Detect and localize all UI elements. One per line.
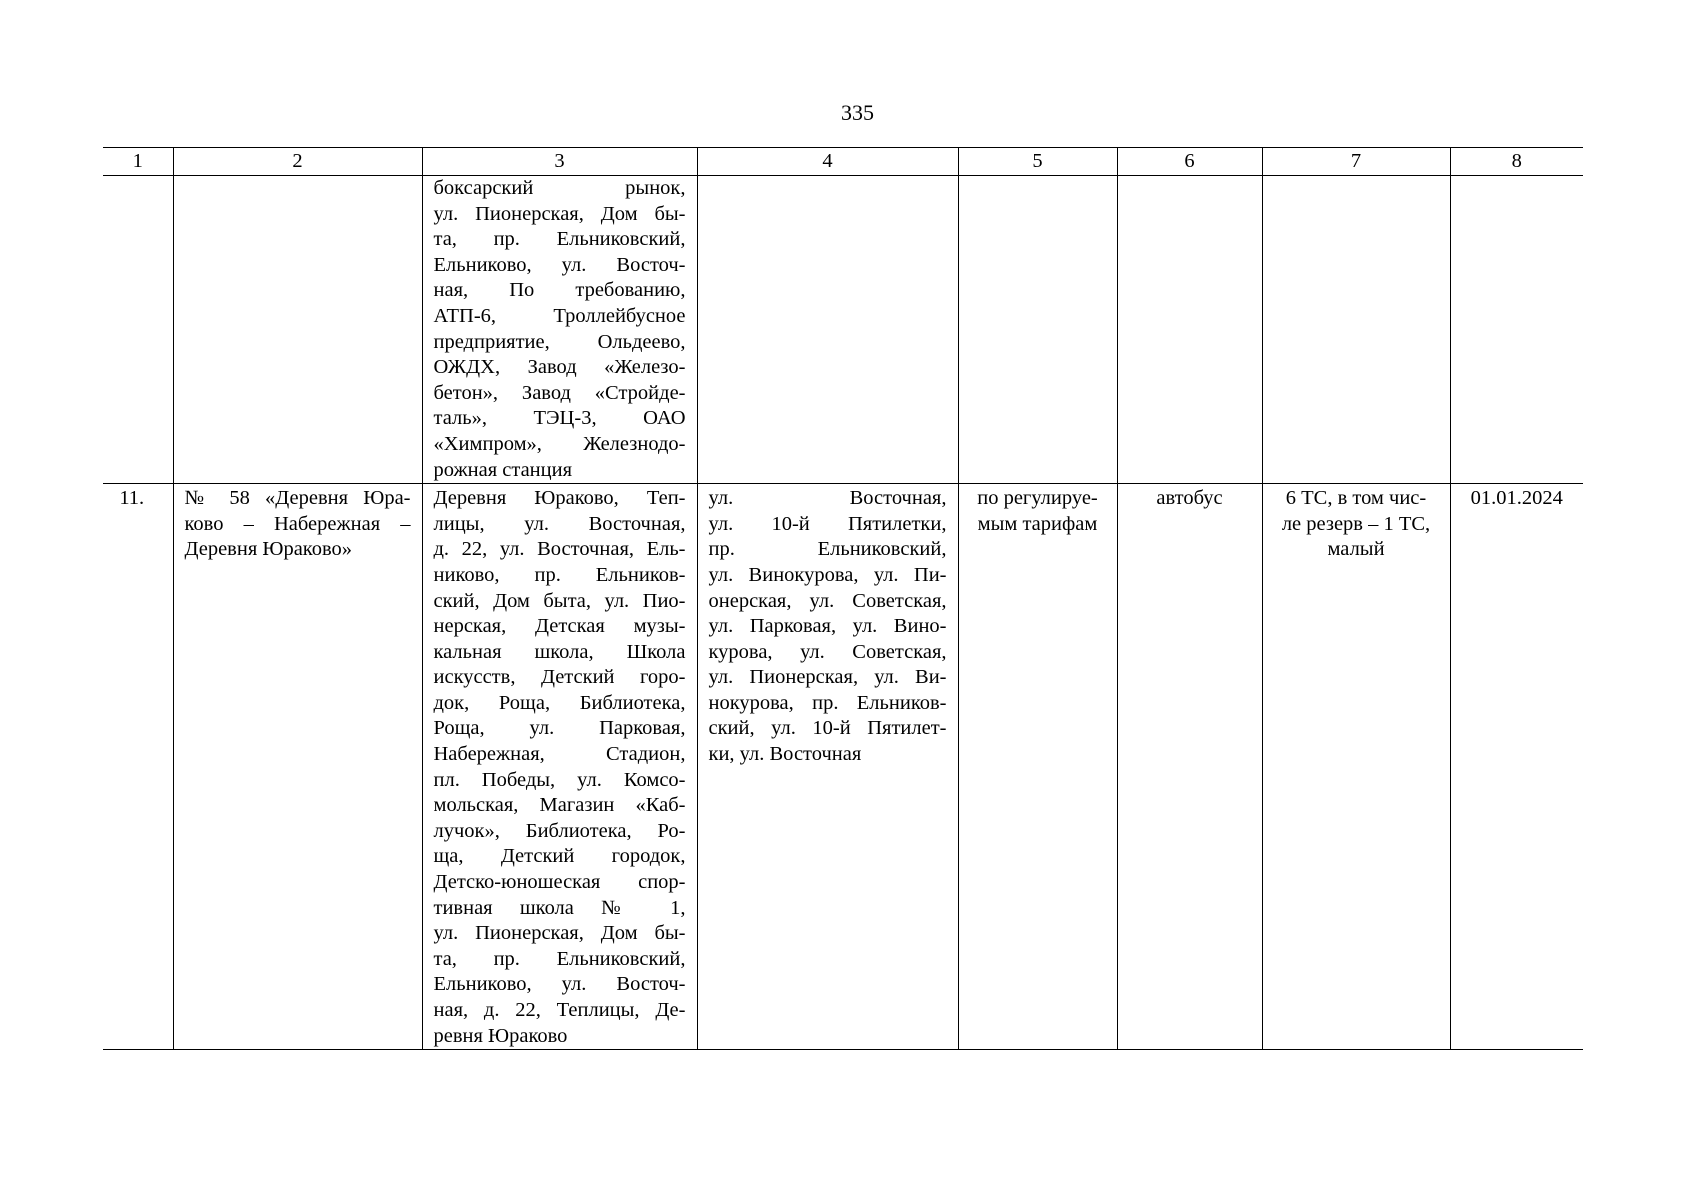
cell-stops bbox=[422, 176, 697, 484]
text-line: ский, Дом быта, ул. Пио- bbox=[433, 589, 686, 612]
table-header-row bbox=[103, 148, 1583, 176]
column-header: 8 bbox=[1450, 148, 1583, 176]
column-header: 5 bbox=[958, 148, 1117, 176]
text-line: Роща, ул. Парковая, bbox=[433, 717, 686, 740]
text-line: ная, д. 22, Теплицы, Де- bbox=[433, 999, 686, 1021]
text-line: таль», ТЭЦ-3, ОАО bbox=[433, 407, 686, 430]
column-header: 2 bbox=[173, 148, 422, 176]
cell-stops bbox=[422, 484, 697, 1050]
cell-route-name bbox=[173, 176, 422, 484]
text-line: бетон», Завод «Стройде- bbox=[433, 381, 686, 404]
text-line: № 58 «Деревня Юра- bbox=[184, 487, 411, 510]
text-line: Набережная, Стадион, bbox=[433, 743, 686, 766]
text-line: пл. Победы, ул. Комсо- bbox=[433, 768, 686, 791]
cell-vehicle-type bbox=[1117, 176, 1262, 484]
text-line: Ельниково, ул. Восточ- bbox=[433, 253, 686, 276]
text-line: ский, ул. 10-й Пятилет- bbox=[708, 717, 947, 740]
text-line: искусств, Детский горо- bbox=[433, 666, 686, 689]
text-line: рожная станция bbox=[433, 458, 573, 481]
text-line: Деревня Юраково, Теп- bbox=[433, 487, 686, 510]
text-line: нокурова, пр. Ельников- bbox=[708, 691, 947, 714]
cell-route-name bbox=[173, 484, 422, 1050]
text-line: та, пр. Ельниковский, bbox=[433, 228, 686, 251]
text-line: 01.01.2024 bbox=[1470, 487, 1563, 510]
text-line: онерская, ул. Советская, bbox=[708, 589, 947, 612]
cell-vehicle-count bbox=[1262, 484, 1450, 1050]
text-line: ул. Восточная, bbox=[708, 487, 947, 510]
cell-vehicle-count bbox=[1262, 176, 1450, 484]
text-line: Деревня Юраково» bbox=[184, 538, 353, 561]
text-line: ки, ул. Восточная bbox=[708, 743, 862, 766]
text-line: ща, Детский городок, bbox=[433, 845, 686, 868]
cell-vehicle-type bbox=[1117, 484, 1262, 1050]
text-line: ная, По требованию, bbox=[433, 279, 686, 302]
column-header: 4 bbox=[697, 148, 958, 176]
text-line: кальная школа, Школа bbox=[433, 640, 686, 663]
text-line: нерская, Детская музы- bbox=[433, 615, 686, 638]
routes-table bbox=[103, 147, 1583, 1050]
text-line: по регулируе- bbox=[977, 487, 1098, 510]
text-line: автобус bbox=[1156, 487, 1223, 510]
column-header: 6 bbox=[1117, 148, 1262, 176]
cell-tariff bbox=[958, 484, 1117, 1050]
cell-streets bbox=[697, 176, 958, 484]
text-line: тивная школа № 1, bbox=[433, 896, 686, 919]
cell-start-date bbox=[1450, 484, 1583, 1050]
text-line: малый bbox=[1327, 538, 1385, 561]
text-line: мым тарифам bbox=[977, 512, 1098, 535]
text-line: та, пр. Ельниковский, bbox=[433, 947, 686, 970]
text-line: ОЖДХ, Завод «Железо- bbox=[433, 356, 686, 379]
text-line: предприятие, Ольдеево, bbox=[433, 330, 686, 353]
text-line: ул. Парковая, ул. Вино- bbox=[708, 615, 947, 638]
text-line: 6 ТС, в том чис- bbox=[1285, 487, 1427, 510]
column-header: 7 bbox=[1262, 148, 1450, 176]
text-line: Ельниково, ул. Восточ- bbox=[433, 973, 686, 996]
text-line: док, Роща, Библиотека, bbox=[433, 691, 686, 714]
text-line: мольская, Магазин «Каб- bbox=[433, 794, 686, 817]
column-header: 1 bbox=[103, 148, 173, 176]
text-line: ул. Винокурова, ул. Пи- bbox=[708, 563, 947, 586]
text-line: ул. Пионерская, ул. Ви- bbox=[708, 666, 947, 689]
text-line: ул. 10-й Пятилетки, bbox=[708, 512, 947, 535]
table-row bbox=[103, 484, 1583, 1050]
column-header: 3 bbox=[422, 148, 697, 176]
table-row-continuation bbox=[103, 176, 1583, 484]
cell-streets bbox=[697, 484, 958, 1050]
text-line: курова, ул. Советская, bbox=[708, 640, 947, 663]
text-line: ул. Пионерская, Дом бы- bbox=[433, 202, 686, 225]
text-line: Детско-юношеская спор- bbox=[433, 871, 686, 894]
text-line: АТП-6, Троллейбусное bbox=[433, 304, 686, 327]
text-line: боксарский рынок, bbox=[433, 177, 686, 199]
text-line: лучок», Библиотека, Ро- bbox=[433, 819, 686, 842]
cell-number bbox=[103, 176, 173, 484]
text-line: «Химпром», Железнодо- bbox=[433, 432, 686, 455]
text-line: д. 22, ул. Восточная, Ель- bbox=[433, 538, 686, 561]
cell-tariff bbox=[958, 176, 1117, 484]
text-line: пр. Ельниковский, bbox=[708, 538, 947, 561]
text-line: ревня Юраково bbox=[433, 1024, 568, 1047]
text-line: никово, пр. Ельников- bbox=[433, 563, 686, 586]
text-line: ле резерв – 1 ТС, bbox=[1281, 512, 1431, 535]
text-line: ул. Пионерская, Дом бы- bbox=[433, 922, 686, 945]
page-number: 335 bbox=[841, 100, 874, 125]
text-line: ково – Набережная – bbox=[184, 512, 411, 535]
cell-start-date bbox=[1450, 176, 1583, 484]
text-line: лицы, ул. Восточная, bbox=[433, 512, 686, 535]
cell-number: 11. bbox=[103, 484, 173, 1050]
